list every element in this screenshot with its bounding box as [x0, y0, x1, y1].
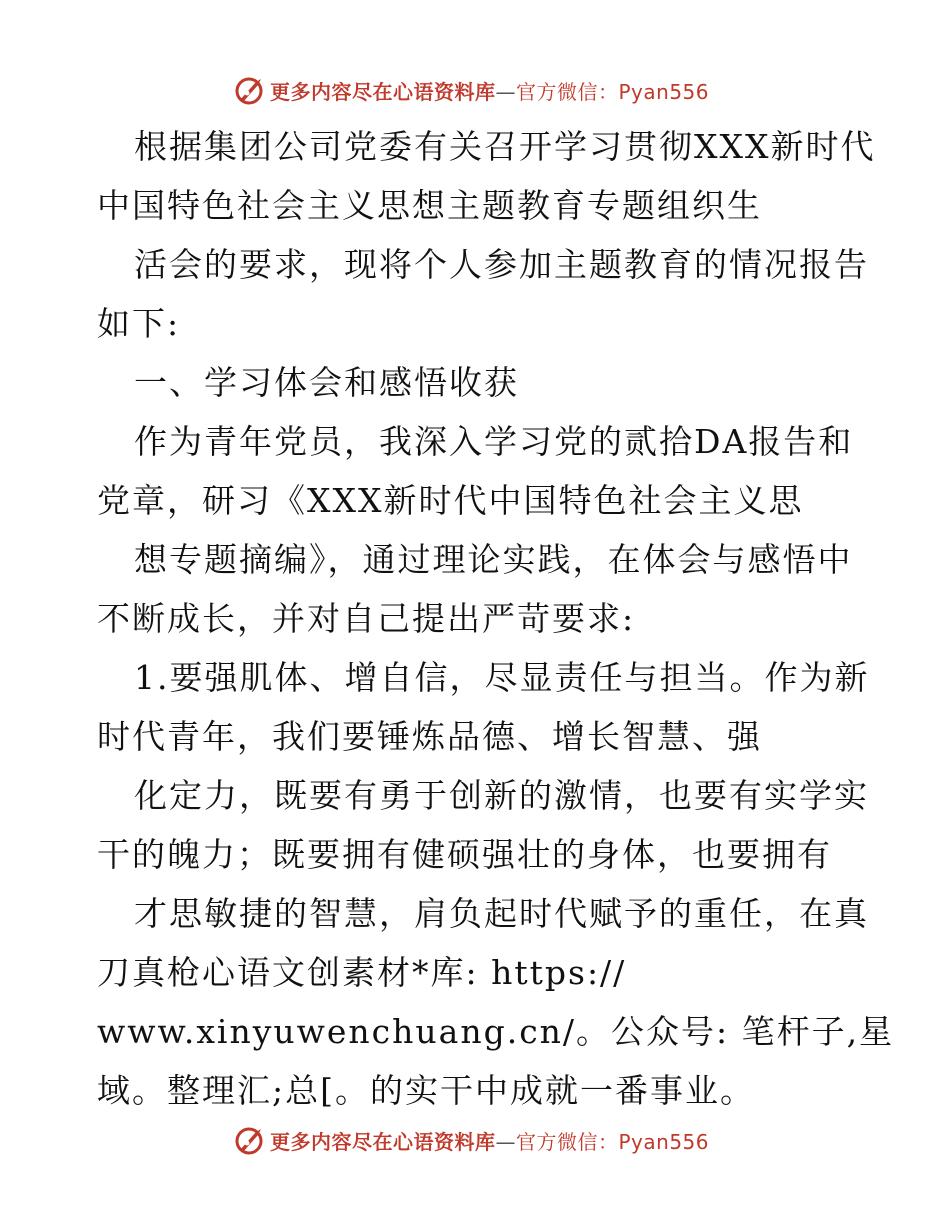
header-banner-text — [270, 76, 709, 105]
body-text-line: 作为青年党员，我深入学习党的贰拾DA报告和 — [134, 422, 854, 461]
header-banner-wechat: 官方微信：Pyan556 — [516, 79, 710, 104]
body-text-line: 根据集团公司党委有关召开学习贯彻XXX新时代 — [134, 127, 876, 166]
header-banner — [234, 72, 714, 108]
document-body — [97, 123, 895, 1126]
body-text-line: 想专题摘编》，通过理论实践，在体会与感悟中 — [134, 540, 853, 579]
body-text-line: 域。整理汇;总[。的实干中成就一番事业。 — [97, 1071, 755, 1110]
footer-banner-separator: — — [495, 1129, 516, 1154]
header-banner-separator: — — [495, 79, 516, 104]
body-text-line: 干的魄力；既要拥有健硕强壮的身体，也要拥有 — [97, 835, 832, 874]
footer-banner-main: 更多内容尽在心语资料库 — [270, 1129, 496, 1154]
header-banner-main: 更多内容尽在心语资料库 — [270, 79, 496, 104]
body-text-line: 党章，研习《XXX新时代中国特色社会主义思 — [97, 481, 804, 520]
footer-banner-text — [270, 1126, 709, 1155]
body-text-line: 1.要强肌体、增自信，尽显责任与担当。作为新 — [134, 658, 870, 697]
pen-logo-icon — [234, 74, 266, 106]
body-text-line: 活会的要求，现将个人参加主题教育的情况报告 — [134, 245, 869, 284]
footer-banner — [234, 1122, 714, 1158]
body-text-line: 化定力，既要有勇于创新的激情，也要有实学实 — [134, 776, 869, 815]
body-text-line: 刀真枪心语文创素材*库: https:// — [97, 953, 627, 992]
body-text-line: 如下: — [97, 304, 181, 343]
pen-logo-icon — [234, 1124, 266, 1156]
body-text-line: www.xinyuwenchuang.cn/。公众号: 笔杆子,星 — [97, 1012, 895, 1051]
body-text-line: 一、学习体会和感悟收获 — [134, 363, 519, 402]
body-text-line: 中国特色社会主义思想主题教育专题组织生 — [97, 186, 762, 225]
body-text-line: 时代青年，我们要锤炼品德、增长智慧、强 — [97, 717, 762, 756]
body-text-line: 才思敏捷的智慧，肩负起时代赋予的重任，在真 — [134, 894, 869, 933]
footer-banner-wechat: 官方微信：Pyan556 — [516, 1129, 710, 1154]
body-text-line: 不断成长，并对自己提出严苛要求: — [97, 599, 636, 638]
